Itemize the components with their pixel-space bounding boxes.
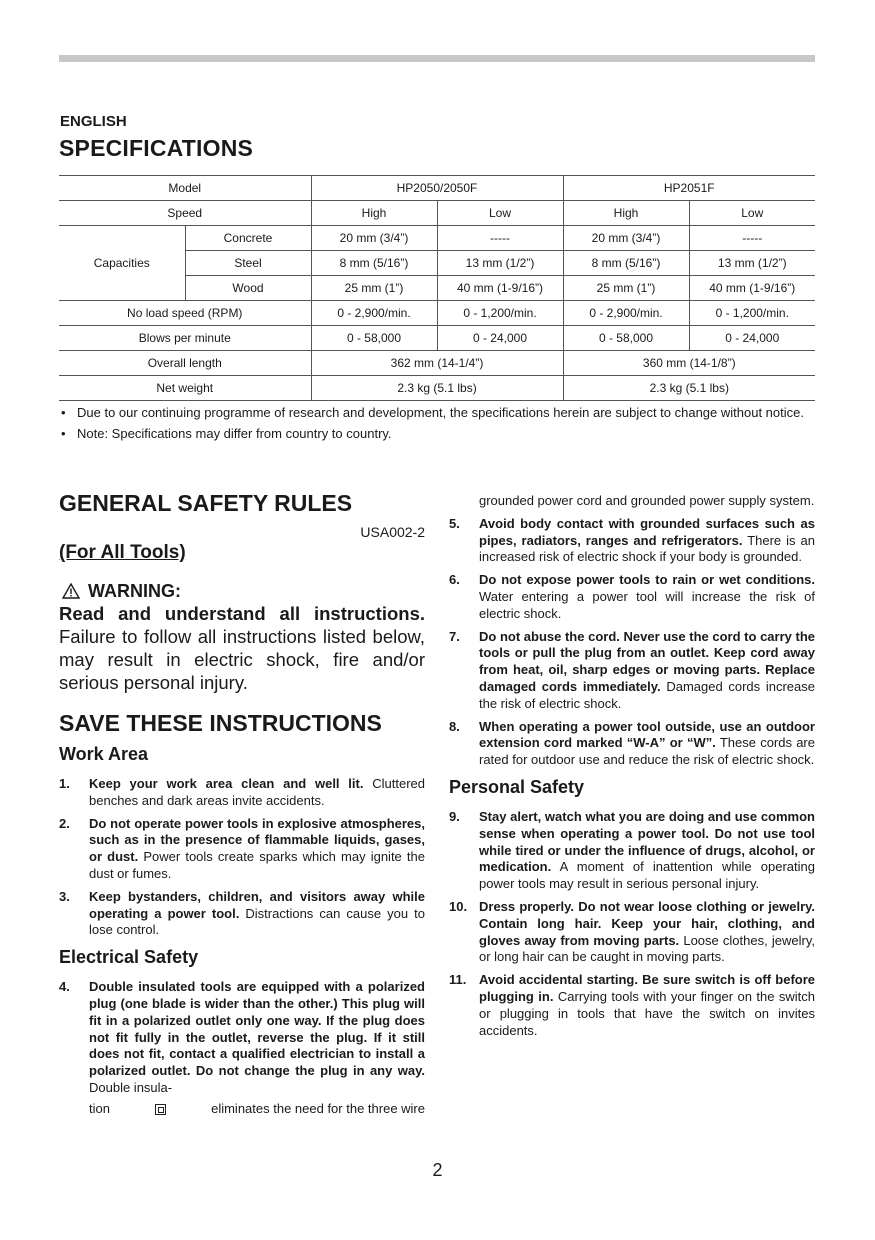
capacities-label: Capacities: [59, 226, 185, 301]
item-text: These cords are rated for outdoor use and reduce the risk of electric shock.: [479, 735, 815, 768]
item-number: 6.: [449, 572, 460, 588]
list-item: [59, 776, 425, 810]
item-bold: Keep bystanders, children, and visitors away while operating a power tool.: [89, 888, 425, 921]
list-item: [449, 629, 815, 713]
table-cell: Low: [437, 201, 563, 226]
table-cell: 40 mm (1-9/16”): [689, 276, 815, 301]
item-text: Cluttered benches and dark areas invite accidents.: [89, 776, 425, 808]
table-cell: 2.3 kg (5.1 lbs): [311, 376, 563, 401]
item-text: tion: [89, 1100, 110, 1116]
list-item: [59, 889, 425, 939]
table-cell: 0 - 1,200/min.: [437, 301, 563, 326]
table-row: [59, 376, 815, 401]
electrical-list-continued: [449, 516, 815, 769]
table-cell: 0 - 58,000: [563, 326, 689, 351]
table-cell: 0 - 2,900/min.: [563, 301, 689, 326]
warning-bold: Read and understand all instructions.: [59, 603, 425, 624]
specifications-table: [59, 175, 815, 401]
left-column: [59, 488, 425, 1118]
list-item: [449, 972, 815, 1039]
spec-notes: [59, 404, 815, 446]
table-cell: -----: [437, 226, 563, 251]
item-text: A moment of inattention while operating power tools may result in serious personal injury.: [479, 859, 815, 892]
warning-label: WARNING:: [88, 581, 181, 601]
table-row: [59, 201, 815, 226]
item-bold: Avoid body contact with grounded surfaces such as pipes, radiators, ranges and refrigerators.: [479, 515, 815, 548]
table-cell: Concrete: [185, 226, 311, 251]
table-row: [59, 226, 815, 251]
table-cell: 8 mm (5/16”): [311, 251, 437, 276]
work-area-list: [59, 776, 425, 939]
item-continuation: [59, 1101, 425, 1118]
table-cell: 8 mm (5/16”): [563, 251, 689, 276]
list-item: [59, 425, 815, 442]
table-cell: 0 - 2,900/min.: [311, 301, 437, 326]
item-bold: Avoid accidental starting. Be sure switch is off before plugging in.: [479, 972, 815, 1004]
item-bold: Double insulated tools are equipped with a polarized plug (one blade is wider than the other.) This plug will fit in a polarized outlet only one way. If the plug does not fit fully in the outlet, reverse the plug. If it still does not fit, contact a qualified electrician to install a polarized outlet. Do not change the plug in any way.: [89, 979, 425, 1079]
table-cell: 13 mm (1/2”): [437, 251, 563, 276]
table-row: [59, 326, 815, 351]
item-number: 7.: [449, 628, 460, 644]
item-bold: Dress properly. Do not wear loose clothing or jewelry. Contain long hair. Keep your hair, clothing, and gloves away from moving parts.: [479, 898, 815, 948]
table-cell: High: [563, 201, 689, 226]
item-number: 4.: [59, 979, 70, 995]
item-text: Water entering a power tool will increase the risk of electric shock.: [479, 588, 815, 621]
personal-safety-list: [449, 809, 815, 1039]
warning-rest: Failure to follow all instructions listed below, may result in electric shock, fire and/or serious personal injury.: [59, 626, 425, 693]
speed-label: Speed: [59, 201, 311, 226]
table-cell: 20 mm (3/4”): [311, 226, 437, 251]
table-row: [59, 176, 815, 201]
table-cell: 0 - 1,200/min.: [689, 301, 815, 326]
table-cell: 40 mm (1-9/16”): [437, 276, 563, 301]
model-name: HP2051F: [563, 176, 815, 201]
page-number: 2: [432, 1160, 443, 1180]
item-bold: When operating a power tool outside, use an outdoor extension cord marked “W-A” or “W”.: [479, 718, 815, 751]
table-cell: 0 - 24,000: [437, 326, 563, 351]
item-bold: Do not abuse the cord. Never use the cord to carry the tools or pull the plug from an outlet. Keep cord away from heat, oil, sharp edges or moving parts. Replace damaged cords immediately.: [479, 628, 815, 694]
note-text: Due to our continuing programme of research and development, the specifications herein are subject to change without notice.: [77, 405, 804, 420]
item-bold: Do not expose power tools to rain or wet conditions.: [479, 572, 815, 588]
table-cell: 362 mm (14-1/4”): [311, 351, 563, 376]
bullet-icon: •: [61, 405, 66, 420]
model-label: Model: [59, 176, 311, 201]
table-row: [59, 351, 815, 376]
work-area-heading: Work Area: [59, 744, 149, 764]
item-number: 8.: [449, 718, 460, 734]
item-bold: Stay alert, watch what you are doing and use common sense when operating a power tool. Do not use tool while tired or under the influence of drugs, alcohol, or medication.: [479, 808, 815, 875]
item-text: eliminates the need for the three wire: [211, 1100, 425, 1116]
specifications-title: SPECIFICATIONS: [59, 135, 254, 161]
table-cell: -----: [689, 226, 815, 251]
table-cell: 25 mm (1”): [311, 276, 437, 301]
double-insulation-icon: [155, 1104, 166, 1115]
list-item: [59, 404, 815, 421]
item-text: Distractions can cause you to lose control.: [89, 905, 425, 938]
table-cell: Steel: [185, 251, 311, 276]
item-text: Carrying tools with your finger on the switch or plugging in tools that have the switch on invites accidents.: [479, 988, 815, 1038]
item-number: 3.: [59, 888, 70, 904]
list-item: [449, 572, 815, 622]
table-cell: Overall length: [59, 351, 311, 376]
save-instructions-title: SAVE THESE INSTRUCTIONS: [59, 710, 382, 736]
warning-heading: [59, 580, 425, 602]
item-number: 2.: [59, 815, 70, 831]
language-label: ENGLISH: [60, 113, 127, 130]
model-name: HP2050/2050F: [311, 176, 563, 201]
electrical-list: [59, 979, 425, 1117]
table-cell: Blows per minute: [59, 326, 311, 351]
item-text: Loose clothes, jewelry, or long hair can be caught in moving parts.: [479, 932, 815, 965]
list-item: [449, 899, 815, 966]
item-text: There is an increased risk of electric shock if your body is grounded.: [479, 532, 815, 565]
item-bold: Do not operate power tools in explosive atmospheres, such as in the presence of flammable liquids, gases, or dust.: [89, 815, 425, 865]
list-item: [449, 809, 815, 893]
table-cell: Net weight: [59, 376, 311, 401]
item-number: 10.: [449, 898, 468, 914]
warning-icon: [62, 583, 80, 599]
section-title: GENERAL SAFETY RULES: [59, 490, 353, 516]
table-cell: Wood: [185, 276, 311, 301]
table-cell: 25 mm (1”): [563, 276, 689, 301]
table-row: [59, 301, 815, 326]
list-item: [59, 979, 425, 1097]
item-bold: Keep your work area clean and well lit.: [89, 776, 364, 791]
subsection-title: (For All Tools): [59, 542, 186, 563]
bullet-icon: •: [61, 426, 66, 441]
item-continuation: grounded power cord and grounded power supply system.: [479, 493, 815, 508]
item-text: Power tools create sparks which may ignite the dust or fumes.: [89, 849, 425, 881]
item-number: 9.: [449, 808, 460, 824]
item-text: Double insula-: [89, 1079, 173, 1095]
personal-safety-heading: Personal Safety: [449, 776, 585, 797]
item-number: 1.: [59, 776, 70, 791]
list-item: [449, 719, 815, 769]
table-cell: 0 - 58,000: [311, 326, 437, 351]
table-cell: 13 mm (1/2”): [689, 251, 815, 276]
table-cell: No load speed (RPM): [59, 301, 311, 326]
document-code: USA002-2: [360, 524, 425, 540]
table-cell: Low: [689, 201, 815, 226]
electrical-safety-heading: Electrical Safety: [59, 947, 199, 968]
item-text: Damaged cords increase the risk of electric shock.: [479, 678, 815, 711]
list-item: [59, 816, 425, 883]
note-text: Note: Specifications may differ from country to country.: [77, 426, 392, 441]
table-cell: 0 - 24,000: [689, 326, 815, 351]
table-cell: 360 mm (14-1/8”): [563, 351, 815, 376]
header-rule: [59, 55, 815, 62]
item-number: 11.: [449, 972, 467, 988]
warning-text: [59, 602, 425, 694]
table-cell: 20 mm (3/4”): [563, 226, 689, 251]
table-cell: High: [311, 201, 437, 226]
list-item: [449, 516, 815, 566]
right-column: [449, 493, 815, 1045]
item-number: 5.: [449, 515, 460, 531]
table-cell: 2.3 kg (5.1 lbs): [563, 376, 815, 401]
